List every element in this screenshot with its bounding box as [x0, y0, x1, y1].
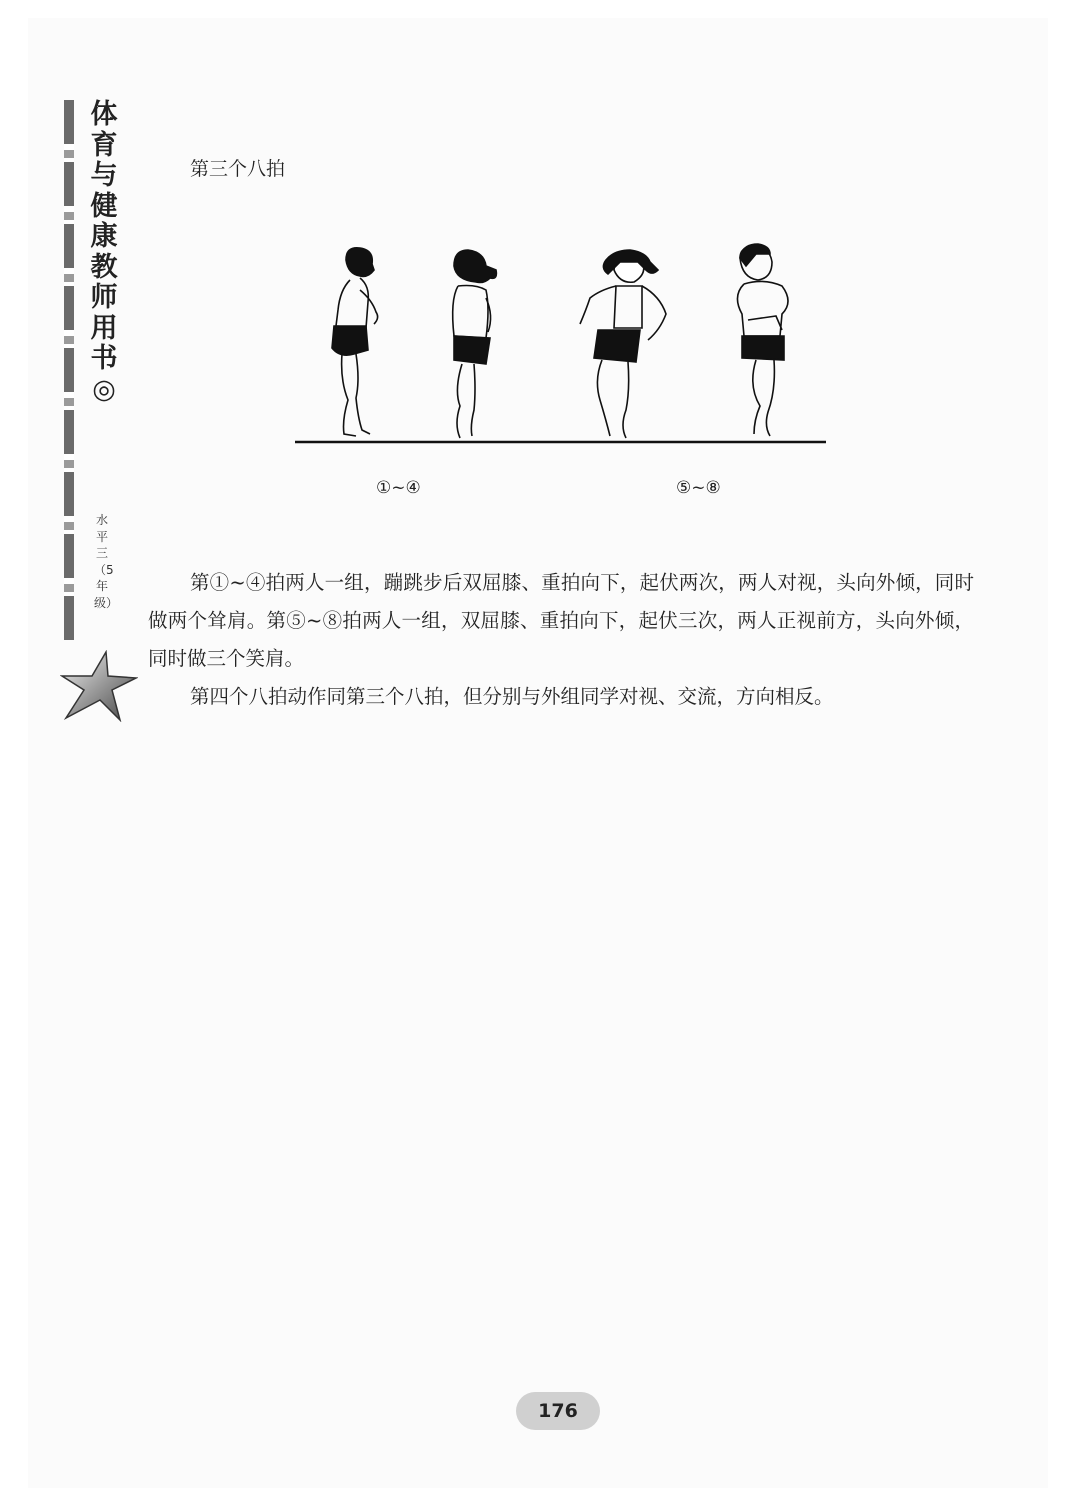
section-heading: 第三个八拍 [190, 158, 286, 180]
boy-figure-1 [332, 248, 378, 436]
dance-illustration [290, 240, 830, 450]
girl-figure-1 [453, 250, 497, 438]
caption-beats-5-8: ⑤~⑧ [676, 478, 721, 498]
side-decorative-bar [64, 100, 74, 640]
girl-figure-2 [580, 250, 666, 438]
boy-figure-2 [737, 244, 788, 436]
book-title: 体育与健康教师用书◎ [90, 99, 118, 405]
page-number: 176 [516, 1392, 600, 1430]
page-background [28, 18, 1048, 1488]
caption-beats-1-4: ①~④ [376, 478, 421, 498]
grade-level: 水平三（5年级） [94, 513, 119, 610]
body-text [148, 564, 974, 716]
paragraph: 第①~④拍两人一组，蹦跳步后双屈膝、重拍向下，起伏两次，两人对视，头向外倾，同时做两个耸肩。第⑤~⑧拍两人一组，双屈膝、重拍向下，起伏三次，两人正视前方，头向外倾，同时做三个笑肩。 [148, 571, 974, 670]
star-icon [60, 650, 138, 722]
paragraph: 第四个八拍动作同第三个八拍，但分别与外组同学对视、交流，方向相反。 [190, 685, 834, 708]
